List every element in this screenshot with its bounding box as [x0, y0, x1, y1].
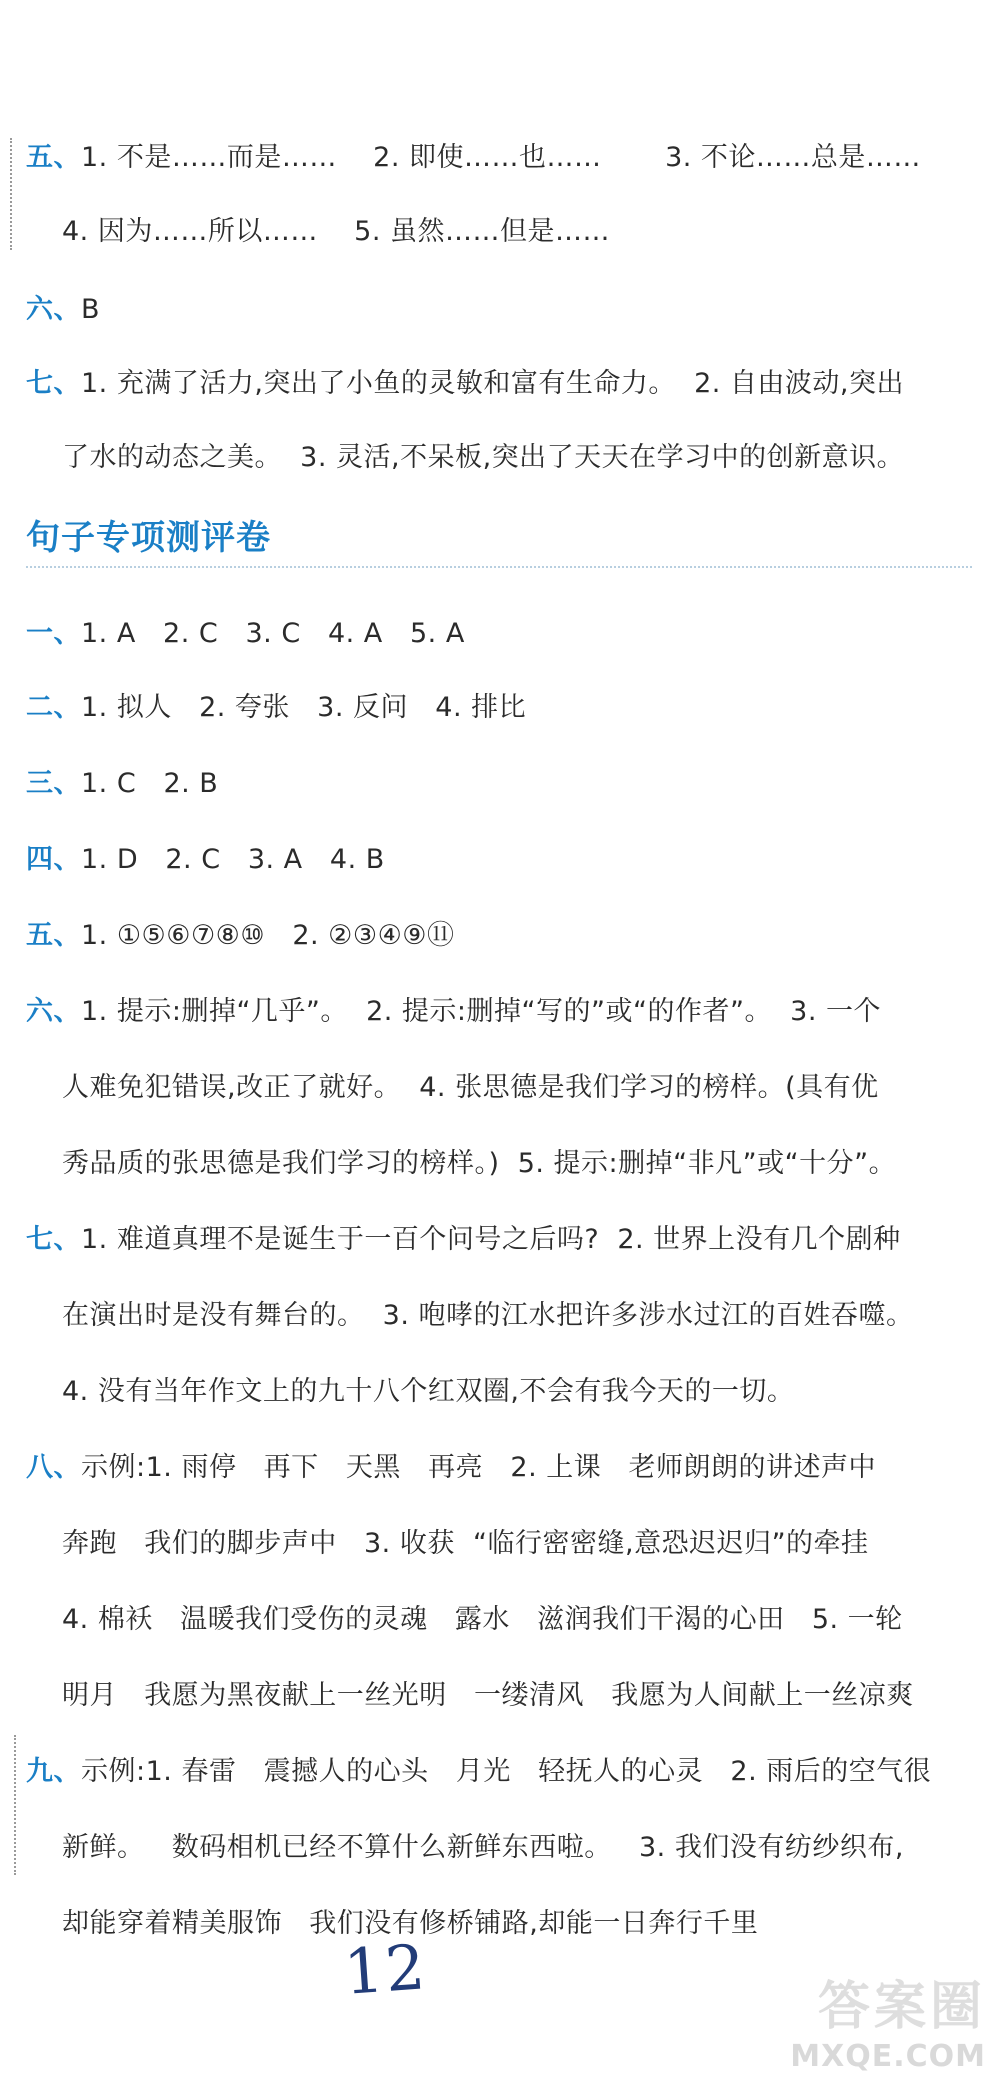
- margin-dotted-mark-top: [10, 138, 12, 250]
- answer-text: 4. 棉袄 温暖我们受伤的灵魂 露水 滋润我们干渴的心田 5. 一轮: [62, 1604, 903, 1635]
- answer-text: 1. 提示:删掉“几乎”。 2. 提示:删掉“写的”或“的作者”。 3. 一个: [81, 996, 881, 1027]
- margin-dotted-mark-bottom: [14, 1735, 16, 1875]
- watermark-logo: 答案圈: [817, 1977, 986, 2037]
- answer-text: 1. A 2. C 3. C 4. A 5. A: [81, 618, 465, 649]
- question-label: 九、: [26, 1756, 81, 1787]
- answer-line: [26, 916, 455, 956]
- answer-line: [26, 138, 921, 178]
- answer-text: 1. 拟人 2. 夸张 3. 反问 4. 排比: [81, 692, 527, 723]
- answer-text: 新鲜。 数码相机已经不算什么新鲜东西啦。 3. 我们没有纺纱织布,: [62, 1832, 904, 1863]
- answer-text: 人难免犯错误,改正了就好。 4. 张思德是我们学习的榜样。(具有优: [62, 1072, 879, 1103]
- answer-line: [26, 688, 526, 728]
- answer-line: [26, 992, 881, 1032]
- answer-text: 4. 因为……所以…… 5. 虽然……但是……: [62, 216, 611, 247]
- answer-line: [26, 764, 218, 804]
- question-label: 五、: [26, 142, 81, 173]
- answer-line: [62, 1372, 794, 1412]
- answer-text: 4. 没有当年作文上的九十八个红双圈,不会有我今天的一切。: [62, 1376, 795, 1407]
- answer-text: 1. ①⑤⑥⑦⑧⑩ 2. ②③④⑨⑪: [81, 920, 455, 951]
- answer-text: B: [81, 294, 101, 325]
- question-label: 八、: [26, 1452, 81, 1483]
- answer-text: 却能穿着精美服饰 我们没有修桥铺路,却能一日奔行千里: [62, 1908, 759, 1939]
- answer-line: [26, 1448, 876, 1488]
- answer-line: [62, 1296, 914, 1336]
- answer-text: 1. D 2. C 3. A 4. B: [81, 844, 385, 875]
- site-watermark: [600, 1960, 1000, 2080]
- answer-text: 秀品质的张思德是我们学习的榜样。) 5. 提示:删掉“非凡”或“十分”。: [62, 1148, 897, 1179]
- answer-text: 1. 充满了活力,突出了小鱼的灵敏和富有生命力。 2. 自由波动,突出: [81, 368, 905, 399]
- question-label: 五、: [26, 920, 81, 951]
- watermark-url: MXQE.COM: [790, 2039, 986, 2074]
- answer-text: 示例:1. 雨停 再下 天黑 再亮 2. 上课 老师朗朗的讲述声中: [81, 1452, 877, 1483]
- question-label: 六、: [26, 294, 81, 325]
- question-label: 三、: [26, 768, 81, 799]
- question-label: 二、: [26, 692, 81, 723]
- answer-text: 奔跑 我们的脚步声中 3. 收获 “临行密密缝,意恐迟迟归”的牵挂: [62, 1528, 869, 1559]
- answer-text: 明月 我愿为黑夜献上一丝光明 一缕清风 我愿为人间献上一丝凉爽: [62, 1680, 914, 1711]
- answer-line: [62, 1144, 896, 1184]
- answer-line: [62, 1600, 903, 1640]
- answer-line: [26, 840, 385, 880]
- answer-line: [26, 290, 100, 330]
- question-label: 四、: [26, 844, 81, 875]
- answer-line: [62, 212, 610, 252]
- handwritten-page-number: 12: [341, 1930, 430, 2009]
- question-label: 七、: [26, 368, 81, 399]
- question-label: 一、: [26, 618, 81, 649]
- section-title: 句子专项测评卷: [26, 518, 271, 558]
- answer-line: [26, 364, 904, 404]
- answer-line: [26, 1220, 901, 1260]
- answer-line: [62, 1068, 879, 1108]
- answer-text: 1. C 2. B: [81, 768, 219, 799]
- section-title-rule: [26, 566, 972, 568]
- question-label: 六、: [26, 996, 81, 1027]
- answer-line: [26, 614, 465, 654]
- answer-line: [62, 1828, 904, 1868]
- answer-line: [62, 1524, 869, 1564]
- answer-line: [26, 1752, 931, 1792]
- answer-text: 示例:1. 春雷 震撼人的心头 月光 轻抚人的心灵 2. 雨后的空气很: [81, 1756, 932, 1787]
- answer-line: [62, 438, 904, 478]
- answer-text: 1. 不是……而是…… 2. 即使……也…… 3. 不论……总是……: [81, 142, 921, 173]
- answer-text: 了水的动态之美。 3. 灵活,不呆板,突出了天天在学习中的创新意识。: [62, 442, 905, 473]
- answer-text: 1. 难道真理不是诞生于一百个问号之后吗? 2. 世界上没有几个剧种: [81, 1224, 901, 1255]
- answer-line: [62, 1676, 914, 1716]
- answer-text: 在演出时是没有舞台的。 3. 咆哮的江水把许多涉水过江的百姓吞噬。: [62, 1300, 914, 1331]
- question-label: 七、: [26, 1224, 81, 1255]
